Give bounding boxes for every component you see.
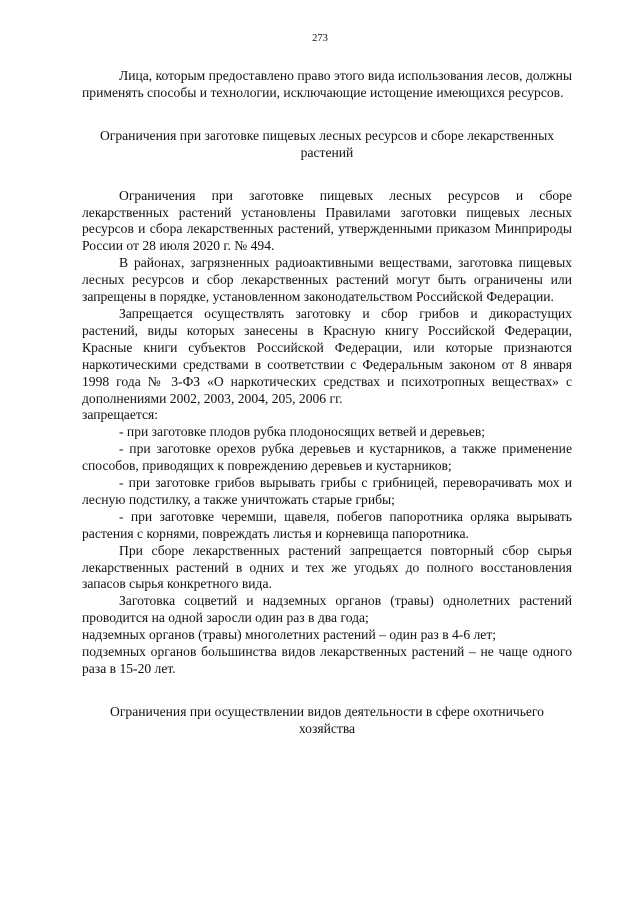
document-body — [82, 68, 572, 738]
list-item-wild-garlic: - при заготовке черемши, щавеля, побегов папоротника орляка вырывать растения с корнями, повреждать листья и корневища папоротника. — [82, 508, 572, 541]
paragraph-rules: Ограничения при заготовке пищевых лесных ресурсов и сборе лекарственных растений установлены Правилами заготовки пищевых лесных ресурсов и сбора лекарственных растений, утвержденными приказом Минприроды России от 28 июля 2020 г. № 494. — [82, 187, 572, 254]
list-item-nuts: - при заготовке орехов рубка деревьев и кустарников, а также применение способов, приводящих к повреждению деревьев и кустарников; — [82, 441, 572, 474]
paragraph-underground: подземных органов большинства видов лекарственных растений – не чаще одного раза в 15-20 лет. — [82, 644, 572, 676]
paragraph-medicinal: При сборе лекарственных растений запрещается повторный сбор сырья лекарственных растений в одних и тех же угодьях до полного восстановления запасов сырья конкретного вида. — [82, 542, 572, 592]
section-heading-hunting: Ограничения при осуществлении видов деятельности в сфере охотничьего хозяйства — [110, 703, 544, 736]
paragraph-inflorescences: Заготовка соцветий и надземных органов (травы) однолетних растений проводится на одной заросли один раз в два года; — [82, 593, 572, 626]
list-item-fruits: - при заготовке плодов рубка плодоносящих ветвей и деревьев; — [119, 424, 486, 440]
section-heading-food-resources: Ограничения при заготовке пищевых лесных ресурсов и сборе лекарственных растений — [99, 127, 555, 160]
paragraph-perennials: надземных органов (травы) многолетних растений – один раз в 4-6 лет; — [82, 627, 497, 643]
paragraph-intro: Лица, которым предоставлено право этого вида использования лесов, должны применять способы и технологии, исключающие истощение имеющихся ресурсов. — [82, 68, 572, 100]
list-item-mushrooms: - при заготовке грибов вырывать грибы с грибницей, переворачивать мох и лесную подстилку, а также уничтожать старые грибы; — [82, 475, 572, 507]
page-number: 273 — [312, 33, 328, 44]
paragraph-red-book: Запрещается осуществлять заготовку и сбор грибов и дикорастущих растений, виды которых занесены в Красную книгу Российской Федерации, Красные книги субъектов Российской Федерации, или которые признаются наркотическими средствами в соответствии с Федеральным законом от 8 января 1998 года № 3-ФЗ «О наркотических средствах и психотропных веществах» с дополнениями 2002, 2003, 2004, 205, 2006 гг. — [82, 305, 572, 406]
paragraph-prohibited-label: запрещается: — [82, 407, 159, 423]
paragraph-radioactive: В районах, загрязненных радиоактивными веществами, заготовка пищевых лесных ресурсов и сбор лекарственных растений могут быть ограничены или запрещены в порядке, установленном законодательством Российской Федерации. — [82, 255, 572, 305]
